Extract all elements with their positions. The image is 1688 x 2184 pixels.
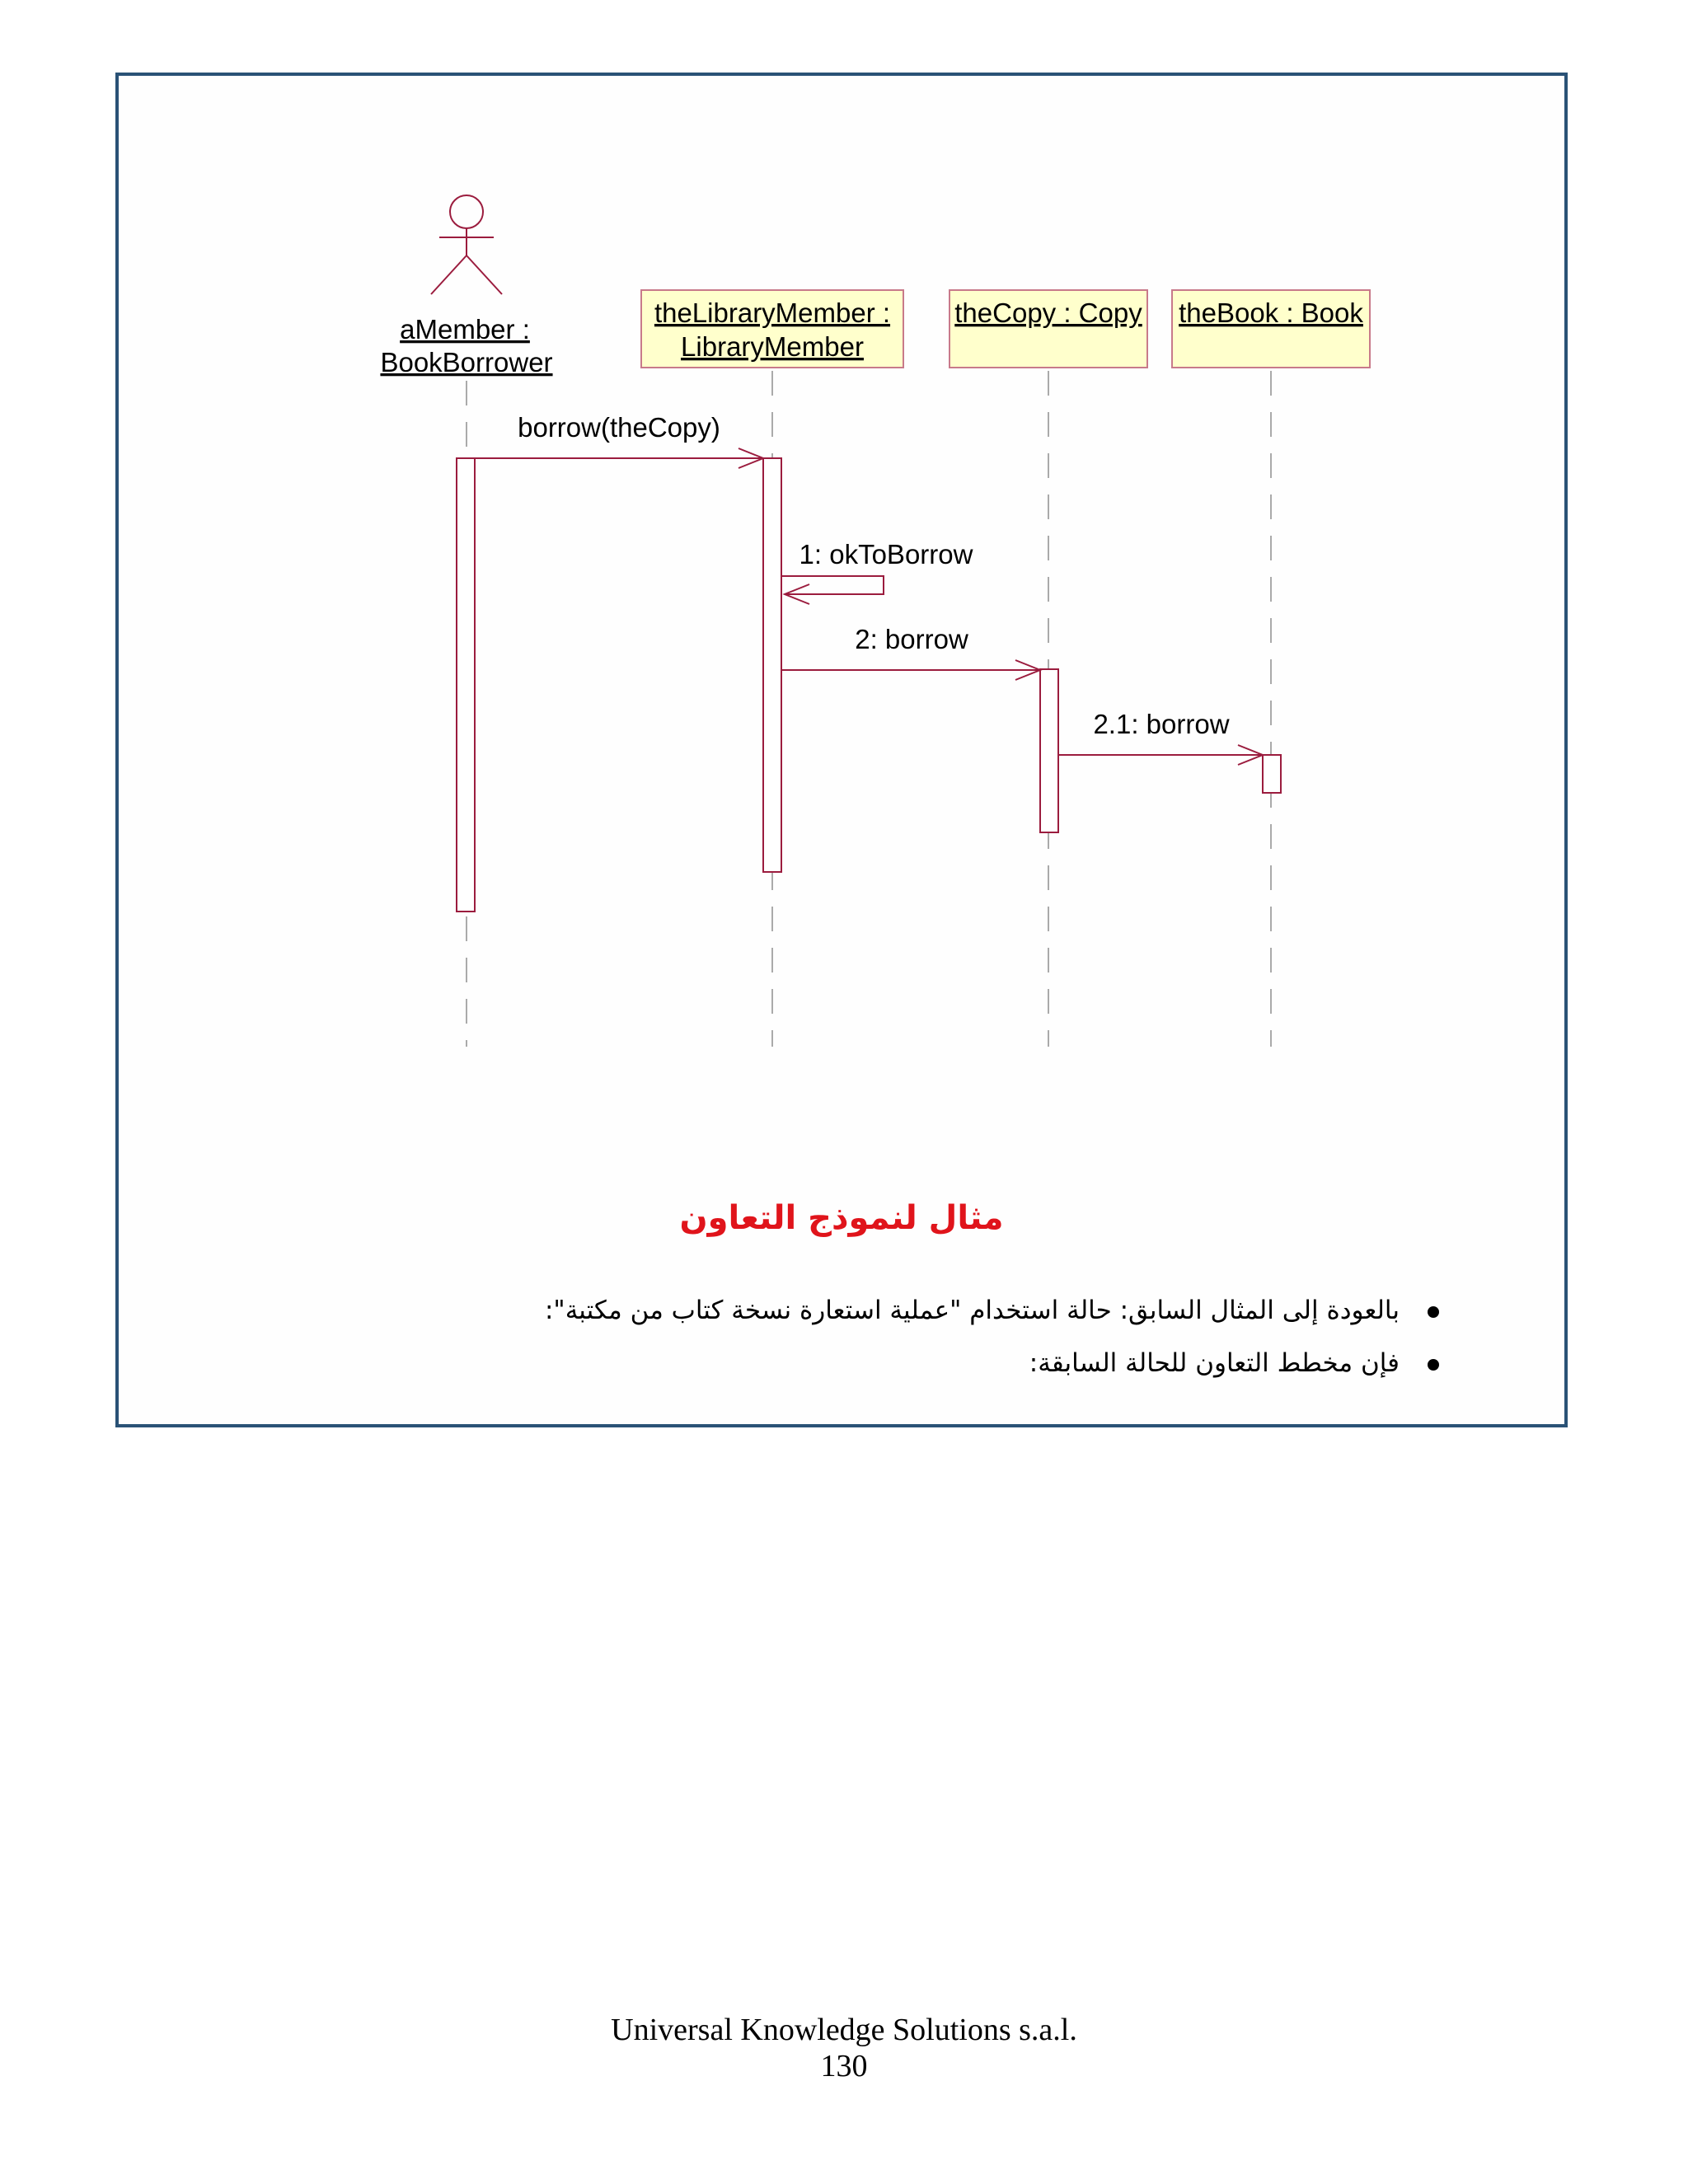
object-book-label: theBook : Book — [1179, 298, 1363, 328]
bullet-item-2 — [368, 1348, 1439, 1378]
bullet-text-1: بالعودة إلى المثال السابق: حالة استخدام "عملية استعارة نسخة كتاب من مكتبة": — [544, 1296, 1400, 1325]
activation-book — [1263, 755, 1281, 793]
actor-icon — [431, 195, 502, 294]
message-borrow-2-label: 2: borrow — [855, 624, 968, 654]
activation-copy — [1040, 669, 1058, 832]
message-borrow-21-label: 2.1: borrow — [1093, 709, 1230, 739]
object-library-member-line1: theLibraryMember : — [654, 298, 891, 328]
activation-actor — [457, 458, 475, 912]
actor-name-line2: BookBorrower — [380, 347, 553, 377]
footer-organization: Universal Knowledge Solutions s.a.l. — [611, 2013, 1077, 2047]
object-library-member-line2: LibraryMember — [681, 331, 864, 362]
page-number: 130 — [820, 2049, 868, 2083]
bullet-dot-icon — [1428, 1359, 1439, 1371]
message-oktoborrow-label: 1: okToBorrow — [799, 539, 973, 569]
actor-name-line1: aMember : — [400, 314, 530, 344]
bullet-dot-icon — [1428, 1306, 1439, 1318]
message-oktoborrow-arrow — [781, 576, 884, 594]
bullet-item-1 — [368, 1296, 1439, 1325]
message-borrow-thecopy-label: borrow(theCopy) — [518, 412, 720, 443]
object-copy-label: theCopy : Copy — [954, 298, 1142, 328]
activation-library-member — [763, 458, 781, 872]
section-heading: مثال لنموذج التعاون — [679, 1199, 1004, 1237]
bullet-text-2: فإن مخطط التعاون للحالة السابقة: — [1029, 1348, 1400, 1378]
